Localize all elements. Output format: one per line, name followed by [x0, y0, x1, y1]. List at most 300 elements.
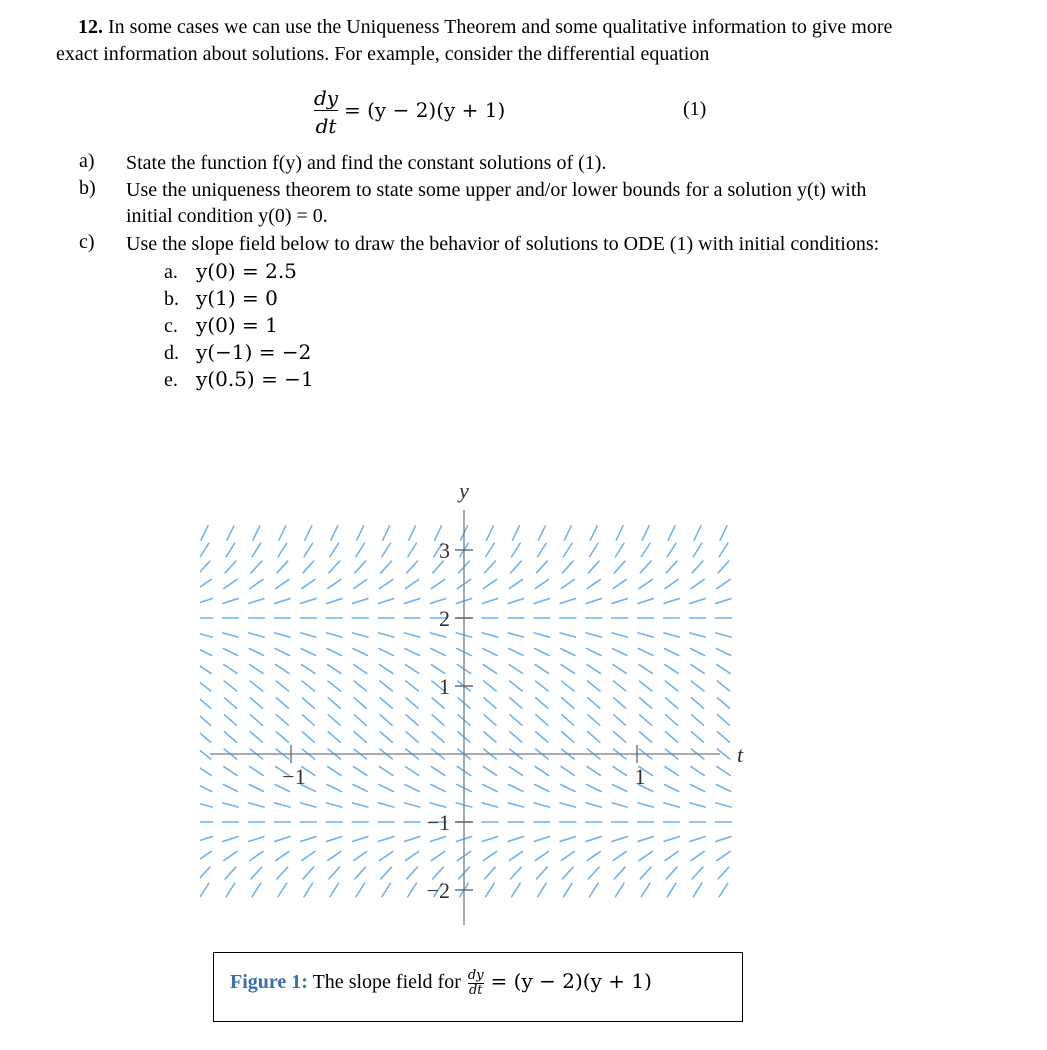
- intro-line-2: exact information about solutions. For example, consider the differential equation: [56, 43, 710, 65]
- slope-segment: [718, 561, 729, 573]
- slope-segment: [484, 698, 496, 708]
- slope-segment: [512, 526, 519, 540]
- problem-number: 12.: [78, 16, 103, 38]
- ic-letter: d.: [164, 342, 179, 364]
- slope-segment: [328, 579, 341, 588]
- slope-segment: [534, 633, 549, 637]
- slope-segment: [200, 784, 212, 791]
- slope-segment: [615, 883, 624, 897]
- slope-segment: [612, 803, 627, 807]
- slope-segment: [587, 681, 600, 691]
- slope-segment: [200, 749, 211, 759]
- slope-segment: [404, 803, 419, 807]
- y-tick-label: −2: [426, 878, 450, 903]
- slope-segment: [224, 767, 237, 776]
- slope-segment: [379, 665, 392, 674]
- ic-item-a: [164, 259, 297, 284]
- slope-segment: [200, 543, 209, 557]
- slope-segment: [200, 715, 210, 726]
- derivative-fraction: [314, 86, 338, 138]
- slope-segment: [510, 698, 522, 708]
- slope-segment: [586, 837, 601, 842]
- slope-segment: [638, 599, 653, 604]
- part-c-text: Use the slope field below to draw the behavior of solutions to ODE (1) with initial conditions:: [126, 233, 880, 255]
- ic-letter: e.: [164, 369, 178, 391]
- slope-segment: [564, 526, 571, 540]
- slope-segment: [561, 648, 575, 655]
- slope-segment: [718, 715, 730, 726]
- slope-segment: [717, 732, 729, 742]
- slope-segment: [226, 883, 235, 897]
- slope-segment: [535, 665, 548, 674]
- slope-segment: [301, 837, 316, 842]
- slope-segment: [614, 732, 626, 742]
- slope-segment: [716, 633, 731, 637]
- slope-segment: [355, 867, 366, 879]
- slope-field-chart: [200, 470, 760, 930]
- slope-segment: [639, 681, 652, 691]
- slope-segment: [538, 543, 547, 557]
- slope-segment: [303, 867, 314, 879]
- y-tick-label: 2: [439, 606, 450, 631]
- slope-segment: [483, 784, 497, 791]
- slope-segment: [379, 599, 394, 604]
- slope-segment: [224, 698, 236, 708]
- slope-segment: [328, 665, 341, 674]
- slope-segment: [352, 633, 367, 637]
- slope-segment: [640, 867, 651, 879]
- slope-segment: [327, 837, 342, 842]
- slope-segment: [664, 599, 679, 604]
- slope-segment: [302, 665, 315, 674]
- slope-segment: [614, 867, 625, 879]
- slope-segment: [511, 867, 522, 879]
- slope-segment: [693, 543, 702, 557]
- slope-segment: [430, 599, 445, 604]
- slope-segment: [642, 526, 649, 540]
- slope-segment: [562, 732, 574, 742]
- caption-text: The slope field for: [312, 971, 461, 994]
- slope-segment: [200, 599, 212, 604]
- slope-segment: [535, 767, 548, 776]
- part-a-text: State the function f(y) and find the constant solutions of (1).: [126, 152, 607, 174]
- slope-segment: [586, 599, 601, 604]
- slope-segment: [251, 867, 262, 879]
- intro-text-1: In some cases we can use the Uniqueness Theorem and some qualitative information to give more: [108, 16, 893, 38]
- slope-segment: [716, 599, 731, 604]
- slope-segment: [665, 767, 678, 776]
- slope-segment: [510, 715, 522, 726]
- slope-segment: [716, 648, 730, 655]
- slope-segment: [223, 784, 237, 791]
- slope-segment: [330, 543, 339, 557]
- slope-segment: [691, 698, 703, 708]
- ic-text: y(−1) = −2: [196, 340, 312, 364]
- slope-segment: [276, 732, 288, 742]
- slope-segment: [224, 681, 237, 691]
- slope-segment: [666, 867, 677, 879]
- slope-segment: [432, 715, 444, 726]
- slope-segment: [250, 715, 262, 726]
- slope-segment: [354, 767, 367, 776]
- slope-segment: [249, 599, 264, 604]
- slope-segment: [690, 837, 705, 842]
- slope-segment: [483, 579, 496, 588]
- slope-segment: [430, 837, 445, 842]
- slope-segment: [665, 665, 678, 674]
- slope-segment: [690, 803, 705, 807]
- slope-segment: [536, 681, 549, 691]
- slope-segment: [484, 732, 496, 742]
- slope-segment: [536, 732, 548, 742]
- slope-segment: [407, 561, 418, 573]
- slope-segment: [331, 526, 338, 540]
- slope-segment: [357, 526, 364, 540]
- x-axis-label: t: [736, 742, 744, 767]
- slope-segment: [406, 698, 418, 708]
- slope-segment: [484, 681, 497, 691]
- ic-letter: b.: [164, 288, 179, 310]
- slope-segment: [641, 543, 650, 557]
- slope-segment: [327, 633, 342, 637]
- slope-segment: [486, 883, 495, 897]
- slope-segment: [379, 648, 393, 655]
- slope-segment: [301, 648, 315, 655]
- slope-segment: [355, 561, 366, 573]
- ic-text: y(0) = 2.5: [196, 259, 297, 283]
- slope-segment: [640, 732, 652, 742]
- slope-segment: [404, 633, 419, 637]
- slope-segment: [200, 883, 209, 897]
- slope-segment: [275, 803, 290, 807]
- slope-segment: [716, 784, 730, 791]
- slope-segment: [665, 851, 678, 860]
- slope-segment: [640, 698, 652, 708]
- slope-segment: [431, 851, 444, 860]
- fraction-denominator: dt: [315, 114, 337, 138]
- slope-segment: [562, 867, 573, 879]
- slope-segment: [562, 561, 573, 573]
- slope-segment: [486, 543, 495, 557]
- slope-segment: [561, 579, 574, 588]
- slope-segment: [406, 851, 419, 860]
- slope-segment: [405, 665, 418, 674]
- slope-segment: [717, 851, 730, 860]
- slope-segment: [380, 681, 393, 691]
- equation-rhs: = (y − 2)(y + 1): [344, 98, 506, 122]
- slope-segment: [224, 715, 236, 726]
- slope-segment: [509, 784, 523, 791]
- slope-segment: [430, 633, 445, 637]
- slope-segment: [613, 648, 627, 655]
- slope-segment: [586, 633, 601, 637]
- slope-segment: [691, 767, 704, 776]
- equation-number: (1): [683, 98, 707, 120]
- ic-item-e: [164, 367, 314, 392]
- slope-segment: [588, 732, 600, 742]
- slope-segment: [536, 561, 547, 573]
- slope-segment: [561, 665, 574, 674]
- slope-segment: [641, 883, 650, 897]
- slope-segment: [302, 681, 315, 691]
- slope-segment: [382, 883, 391, 897]
- slope-segment: [250, 851, 263, 860]
- slope-segment: [328, 767, 341, 776]
- part-b-label: b): [79, 177, 96, 199]
- slope-segment: [432, 698, 444, 708]
- slope-segment: [356, 543, 365, 557]
- slope-segment: [252, 543, 261, 557]
- slope-segment: [380, 698, 392, 708]
- figure-caption-box: [213, 952, 743, 1022]
- slope-segment: [509, 665, 522, 674]
- slope-segment: [589, 543, 598, 557]
- slope-segment: [382, 543, 391, 557]
- slope-segment: [639, 665, 652, 674]
- slope-segment: [278, 883, 287, 897]
- slope-segment: [717, 681, 730, 691]
- slope-segment: [509, 579, 522, 588]
- slope-segment: [482, 837, 497, 842]
- slope-segment: [614, 561, 625, 573]
- slope-segment: [380, 715, 392, 726]
- slope-segment: [379, 767, 392, 776]
- slope-segment: [250, 579, 263, 588]
- slope-segment: [431, 648, 445, 655]
- slope-segment: [588, 715, 600, 726]
- slope-segment: [667, 543, 676, 557]
- ic-item-d: [164, 340, 311, 365]
- slope-segment: [482, 633, 497, 637]
- slope-segment: [640, 715, 652, 726]
- slope-segment: [301, 803, 316, 807]
- slope-segment: [482, 599, 497, 604]
- slope-segment: [302, 698, 314, 708]
- slope-segment: [483, 648, 497, 655]
- slope-segment: [666, 698, 678, 708]
- slope-segment: [328, 681, 341, 691]
- slope-segment: [302, 579, 315, 588]
- slope-segment: [587, 665, 600, 674]
- slope-segment: [430, 803, 445, 807]
- slope-segment: [304, 883, 313, 897]
- slope-segment: [223, 648, 237, 655]
- slope-segment: [304, 543, 313, 557]
- slope-segment: [301, 633, 316, 637]
- slope-segment: [720, 526, 727, 540]
- slope-segment: [690, 633, 705, 637]
- slope-segment: [250, 698, 262, 708]
- slope-segment: [664, 784, 678, 791]
- slope-segment: [508, 803, 523, 807]
- problem-intro: [56, 14, 1006, 68]
- slope-segment: [277, 867, 288, 879]
- slope-segment: [200, 851, 211, 860]
- ic-text: y(0) = 1: [196, 313, 278, 337]
- slope-segment: [560, 803, 575, 807]
- slope-segment: [431, 784, 445, 791]
- slope-segment: [668, 526, 675, 540]
- slope-segment: [587, 851, 600, 860]
- slope-segment: [562, 715, 574, 726]
- slope-segment: [613, 681, 626, 691]
- slope-segment: [409, 526, 416, 540]
- slope-segment: [200, 579, 211, 588]
- intro-line-1: [56, 14, 1006, 41]
- slope-segment: [562, 698, 574, 708]
- slope-segment: [200, 698, 211, 708]
- y-tick-label: −1: [426, 810, 450, 835]
- slope-segment: [560, 837, 575, 842]
- slope-segment: [279, 526, 286, 540]
- slope-segment: [327, 803, 342, 807]
- slope-segment: [278, 543, 287, 557]
- slope-segment: [664, 837, 679, 842]
- slope-segment: [431, 767, 444, 776]
- fraction-bar: [314, 110, 338, 111]
- slope-segment: [664, 648, 678, 655]
- slope-segment: [302, 851, 315, 860]
- slope-segment: [328, 698, 340, 708]
- slope-segment: [225, 867, 236, 879]
- ic-item-c: [164, 313, 278, 338]
- slope-segment: [250, 767, 263, 776]
- slope-segment: [717, 579, 730, 588]
- slope-segment: [613, 784, 627, 791]
- slope-segment: [564, 883, 573, 897]
- slope-segment: [586, 803, 601, 807]
- x-tick-label: 1: [634, 764, 646, 789]
- slope-segment: [252, 883, 261, 897]
- slope-segment: [613, 851, 626, 860]
- slope-segment: [716, 803, 731, 807]
- slope-segment: [276, 698, 288, 708]
- slope-segment: [303, 561, 314, 573]
- slope-segment: [200, 665, 211, 674]
- slope-segment: [249, 648, 263, 655]
- slope-segment: [275, 599, 290, 604]
- slope-segment: [614, 715, 626, 726]
- slope-segment: [588, 561, 599, 573]
- slope-segment: [251, 561, 262, 573]
- slope-segment: [534, 803, 549, 807]
- slope-segment: [638, 837, 653, 842]
- slope-segment: [512, 883, 521, 897]
- slope-segment: [404, 599, 419, 604]
- slope-segment: [666, 732, 678, 742]
- slope-segment: [431, 579, 444, 588]
- slope-segment: [354, 715, 366, 726]
- slope-segment: [482, 803, 497, 807]
- slope-segment: [666, 715, 678, 726]
- slope-segment: [690, 599, 705, 604]
- slope-segment: [406, 579, 419, 588]
- y-axis-label: y: [459, 478, 469, 503]
- slope-segment: [200, 681, 211, 691]
- slope-segment: [226, 543, 235, 557]
- slope-segment: [354, 851, 367, 860]
- slope-segment: [561, 784, 575, 791]
- slope-segment: [276, 665, 289, 674]
- slope-segment: [381, 867, 392, 879]
- slope-segment: [381, 561, 392, 573]
- slope-segment: [508, 599, 523, 604]
- slope-segment: [329, 561, 340, 573]
- slope-segment: [223, 837, 238, 842]
- slope-segment: [510, 681, 523, 691]
- slope-segment: [380, 579, 393, 588]
- slope-segment: [249, 784, 263, 791]
- slope-segment: [200, 732, 211, 742]
- figure-label: Figure 1:: [230, 971, 308, 994]
- slope-segment: [613, 579, 626, 588]
- slope-segment: [379, 784, 393, 791]
- slope-segment: [664, 803, 679, 807]
- slope-segment: [249, 837, 264, 842]
- slope-segment: [535, 579, 548, 588]
- slope-segment: [639, 579, 652, 588]
- slope-segment: [638, 803, 653, 807]
- part-b-text-2: initial condition y(0) = 0.: [126, 205, 328, 227]
- slope-segment: [509, 851, 522, 860]
- slope-segment: [664, 633, 679, 637]
- slope-segment: [250, 681, 263, 691]
- slope-segment: [612, 837, 627, 842]
- slope-segment: [250, 665, 263, 674]
- slope-segment: [225, 561, 236, 573]
- slope-segment: [275, 837, 290, 842]
- slope-segment: [612, 633, 627, 637]
- caption-rhs: = (y − 2)(y + 1): [490, 969, 652, 994]
- slope-segment: [200, 867, 210, 879]
- slope-segment: [589, 883, 598, 897]
- slope-segment: [616, 526, 623, 540]
- slope-segment: [305, 526, 312, 540]
- slope-segment: [328, 732, 340, 742]
- slope-segment: [511, 561, 522, 573]
- slope-segment: [330, 883, 339, 897]
- slope-segment: [691, 681, 704, 691]
- slope-segment: [276, 681, 289, 691]
- slope-segment: [560, 633, 575, 637]
- slope-segment: [277, 561, 288, 573]
- slope-segment: [379, 837, 394, 842]
- slope-segment: [564, 543, 573, 557]
- slope-segment: [200, 837, 212, 842]
- slope-segment: [639, 851, 652, 860]
- slope-segment: [690, 784, 704, 791]
- slope-segment: [354, 732, 366, 742]
- slope-segment: [638, 648, 652, 655]
- slope-segment: [535, 784, 549, 791]
- slope-segment: [354, 579, 367, 588]
- slope-segment: [509, 767, 522, 776]
- part-a-label: a): [79, 150, 95, 172]
- slope-segment: [483, 665, 496, 674]
- slope-segment: [717, 698, 729, 708]
- slope-segment: [560, 599, 575, 604]
- slope-segment: [561, 767, 574, 776]
- slope-segment: [561, 851, 574, 860]
- slope-segment: [691, 851, 704, 860]
- caption-frac-den: dt: [468, 983, 483, 998]
- slope-segment: [716, 837, 731, 842]
- slope-segment: [405, 767, 418, 776]
- slope-segment: [380, 851, 393, 860]
- slope-segment: [665, 579, 678, 588]
- slope-segment: [588, 867, 599, 879]
- slope-segment: [275, 648, 289, 655]
